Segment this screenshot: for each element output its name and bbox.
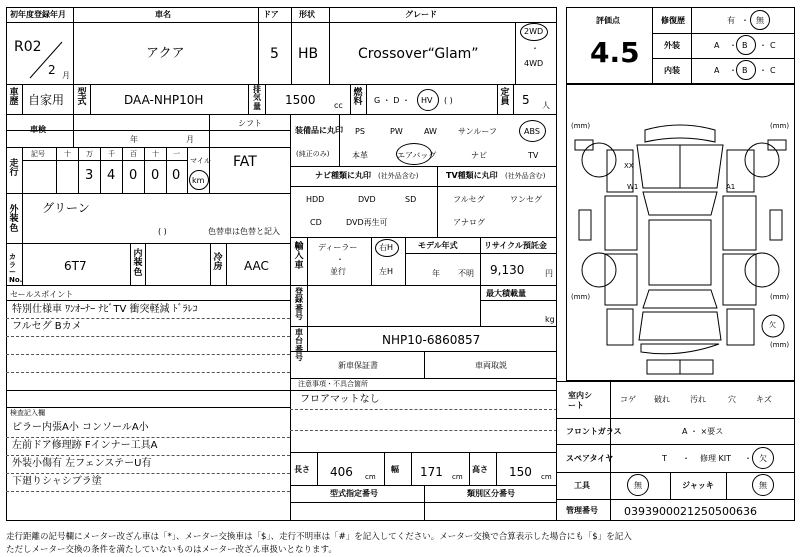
repair-sel: 無 [756, 16, 764, 25]
navi-dvd: DVD [358, 195, 376, 204]
shift-label: シフト [238, 119, 262, 128]
sales-line-1: フルセグ Bカメ [12, 321, 82, 332]
max-load-label: 最大積載量 [486, 289, 526, 298]
exterior-label: 外装 [664, 41, 680, 50]
width-unit: cm [452, 473, 463, 481]
chassis-value: NHP10-6860857 [382, 333, 481, 347]
height-unit: cm [541, 473, 552, 481]
length-label: 長さ [294, 465, 310, 474]
fuel-opts: G ・ D ・ [374, 96, 410, 105]
interior-grade-label: 内装 [664, 66, 680, 75]
equipment-sub: (純正のみ) [296, 150, 330, 158]
diagram-batsu: 欠 [769, 321, 776, 329]
navi-cd: CD [310, 218, 322, 227]
spare-t: T [662, 454, 667, 463]
navi-dvdplay: DVD再生可 [346, 218, 388, 227]
color-label: 外装色 [9, 205, 19, 234]
int-dot2: ・ [759, 66, 767, 75]
color-code: 6T7 [64, 259, 87, 273]
fuel-label: 燃料 [353, 88, 363, 108]
mgmt-number: 0393900021250500636 [624, 505, 757, 518]
inspector-line-2: 外装小傷有 左フェンステーU有 [12, 458, 152, 469]
inspector-label: 検査記入欄 [10, 409, 45, 417]
warranty-new: 新車保証書 [338, 361, 378, 370]
mgmt-label: 管理番号 [566, 506, 598, 515]
drive-dot: ・ [531, 44, 539, 53]
spare-kit: 修理 KIT [700, 454, 732, 463]
equip-sunroof: サンルーフ [458, 127, 497, 136]
seat-burn: コゲ [620, 395, 636, 404]
shape: HB [298, 46, 319, 62]
height: 150 [509, 465, 532, 479]
spare-sel: 欠 [759, 454, 767, 463]
jack-label: ジャッキ [682, 481, 714, 490]
cap-label: 定員 [500, 88, 510, 108]
height-label: 高さ [472, 465, 488, 474]
equipment-label: 装備品に丸印 [295, 126, 343, 135]
tv-label: TV種類に丸印 [446, 171, 498, 180]
mileage-header-2: 万 [86, 150, 93, 158]
mileage-digit-3: 4 [107, 168, 116, 183]
mileage-header-1: 十 [64, 150, 71, 158]
spare-dot2: ・ [744, 454, 752, 463]
int-dot1: ・ [729, 66, 737, 75]
jack-sel: 無 [759, 481, 767, 490]
mileage-header-4: 百 [130, 150, 137, 158]
recycle: 9,130 [490, 263, 525, 277]
equip-abs: ABS [524, 127, 540, 136]
class-label: 類別区分番号 [467, 489, 515, 498]
sales-line-0: 特別仕様車 ﾜﾝｵｰﾅｰ ﾅﾋﾞTV 衝突軽減 ﾄﾞﾗﾚｺ [12, 304, 198, 315]
ac-label: 冷房 [213, 253, 223, 273]
model-label: 型式 [77, 88, 87, 108]
displacement: 1500 [285, 93, 316, 107]
mm-label-5: (mm) [770, 341, 790, 349]
seat-tear: 破れ [654, 395, 670, 404]
score: 4.5 [590, 36, 640, 69]
seat-label: 室内シート [568, 391, 592, 411]
cap-unit: 人 [542, 101, 550, 110]
interior-label: 内装色 [133, 249, 143, 278]
color-note: 色替車は色替と記入 [208, 227, 280, 236]
import-right-h: 右H [379, 243, 394, 252]
car-outline-icon [567, 90, 794, 380]
slash-mark [26, 40, 66, 80]
mileage-header-6: 一 [173, 150, 180, 158]
ac: AAC [244, 259, 269, 273]
color-note-paren: ( ) [158, 227, 167, 236]
use-label: 車歴 [9, 88, 19, 108]
capacity: 5 [522, 93, 530, 107]
shift: FAT [233, 154, 257, 170]
mileage-header-5: 十 [152, 150, 159, 158]
reg-month: 2 [48, 63, 56, 77]
score-label: 評価点 [596, 16, 620, 25]
chassis-label: 車台番号 [295, 328, 303, 363]
drive-2wd: 2WD [524, 27, 544, 36]
reg-no-label: 登録番号 [295, 287, 303, 322]
ext-a: A [714, 41, 720, 50]
length-unit: cm [365, 473, 376, 481]
equip-pw: PW [390, 127, 403, 136]
month-unit: 月 [62, 71, 70, 80]
ext-dot1: ・ [729, 41, 737, 50]
km-label: km [192, 176, 205, 185]
diagram-w1: W1 [627, 183, 639, 191]
inspector-line-1: 左前ドア修理跡 Fインナー工具A [12, 440, 158, 451]
int-b: B [742, 66, 748, 75]
grade: Crossover“Glam” [358, 46, 479, 62]
diagram-xx: XX [624, 162, 634, 170]
navi-hdd: HDD [306, 195, 325, 204]
reg-year-label: 初年度登録年月 [10, 10, 66, 19]
repair-dot: ・ [741, 16, 749, 25]
ext-dot2: ・ [759, 41, 767, 50]
model: DAA-NHP10H [124, 93, 204, 107]
import-dot: ・ [336, 255, 344, 264]
drive-4wd: 4WD [524, 59, 544, 68]
use: 自家用 [28, 93, 65, 107]
fuel-hv: HV [421, 96, 433, 105]
seat-hole: 穴 [728, 395, 736, 404]
navi-label: ナビ種類に丸印 [315, 171, 371, 180]
int-c: C [770, 66, 776, 75]
width: 171 [420, 465, 443, 479]
model-year-unknown: 不明 [458, 269, 474, 278]
mile-label: マイル [190, 157, 211, 165]
car-name: アクア [146, 46, 185, 61]
recycle-yen: 円 [545, 269, 553, 278]
glass-label: フロントガラス [566, 427, 622, 436]
model-year-unit: 年 [432, 269, 440, 278]
ext-c: C [770, 41, 776, 50]
repair-yes: 有 [727, 16, 735, 25]
tools-label: 工具 [574, 481, 590, 490]
equip-aw: AW [424, 127, 437, 136]
tv-analog: アナログ [453, 218, 485, 227]
footer-line-1: 走行距離の記号欄にメーター改ざん車は「*」、メーター交換車は「$」、走行不明車は「#」を記入してください。メーター交換で合算表示した場合にも「$」を記入 [6, 532, 632, 542]
shaken-year-unit: 年 [130, 135, 138, 144]
equip-tv: TV [528, 151, 539, 160]
repair-label: 修復歴 [661, 16, 685, 25]
spare-dot1: ・ [682, 454, 690, 463]
ext-b: B [742, 41, 748, 50]
mileage-digit-2: 3 [85, 168, 94, 183]
disp-unit: cc [334, 101, 343, 110]
equip-ps: PS [355, 127, 365, 136]
shape-label: 形状 [299, 10, 315, 19]
mileage-label: 走行 [9, 159, 19, 179]
mileage-digit-4: 0 [129, 168, 138, 183]
equip-navi: ナビ [471, 151, 487, 160]
recycle-label: リサイクル預託金 [484, 241, 547, 250]
type-cert-label: 型式指定番号 [330, 489, 378, 498]
import-label: 輸入車 [294, 242, 304, 271]
model-year-label: モデル年式 [418, 241, 458, 250]
doors: 5 [270, 46, 279, 62]
navi-sd: SD [405, 195, 417, 204]
inspector-line-0: ピラー内張A小 コンソールA小 [12, 422, 149, 433]
shaken-month-unit: 月 [186, 135, 194, 144]
import-dealer: ディーラー [318, 243, 358, 252]
equip-leather: 本革 [352, 151, 368, 160]
int-a: A [714, 66, 720, 75]
spare-label: スペアタイヤ [566, 454, 614, 463]
mileage-header-3: 千 [108, 150, 115, 158]
import-left-h: 左H [379, 267, 394, 276]
sales-label: セールスポイント [10, 290, 74, 299]
mileage-header-0: 記号 [31, 150, 45, 158]
shaken-label: 車検 [30, 125, 46, 134]
import-parallel: 並行 [330, 267, 346, 276]
doors-label: ドア [263, 10, 279, 19]
fuel-paren: ( ) [444, 96, 453, 105]
notes-label: 注意事項・不具合箇所 [298, 380, 368, 388]
warranty-manual: 車両取説 [475, 361, 507, 370]
tv-fullseg: フルセグ [453, 195, 485, 204]
max-load-unit: kg [545, 315, 555, 324]
mm-label-1: (mm) [571, 122, 591, 130]
reg-year: R02 [14, 39, 42, 55]
mileage-digit-5: 0 [151, 168, 160, 183]
inspector-line-3: 下廻りシャシブラ塗 [12, 476, 102, 487]
disp-label: 排気量 [253, 85, 261, 111]
mileage-digit-6: 0 [172, 168, 181, 183]
navi-sub: (社外品含む) [378, 172, 419, 180]
footer-line-2: ただしメーター交換の条件を満たしていないものはメーター改ざん車扱いとなります。 [6, 545, 337, 555]
mm-label-2: (mm) [770, 122, 790, 130]
tv-sub: (社外品含む) [505, 172, 546, 180]
grade-label: グレード [405, 10, 437, 19]
notes-value: フロアマットなし [300, 394, 380, 405]
width-label: 幅 [391, 465, 399, 474]
length: 406 [330, 465, 353, 479]
glass-opts: A ・ ×要ス [682, 427, 724, 436]
seat-scratch: キズ [756, 395, 772, 404]
seat-dirt: 汚れ [690, 395, 706, 404]
color-code-label: カラーNo. [9, 253, 23, 285]
mm-label-4: (mm) [770, 293, 790, 301]
color-value: グリーン [42, 201, 90, 215]
tv-oneseg: ワンセグ [510, 195, 542, 204]
diagram-a1: A1 [726, 183, 736, 191]
mm-label-3: (mm) [571, 293, 591, 301]
tools-sel: 無 [634, 481, 642, 490]
equip-airbag: エアバッグ [397, 151, 437, 160]
car-name-label: 車名 [155, 10, 171, 19]
